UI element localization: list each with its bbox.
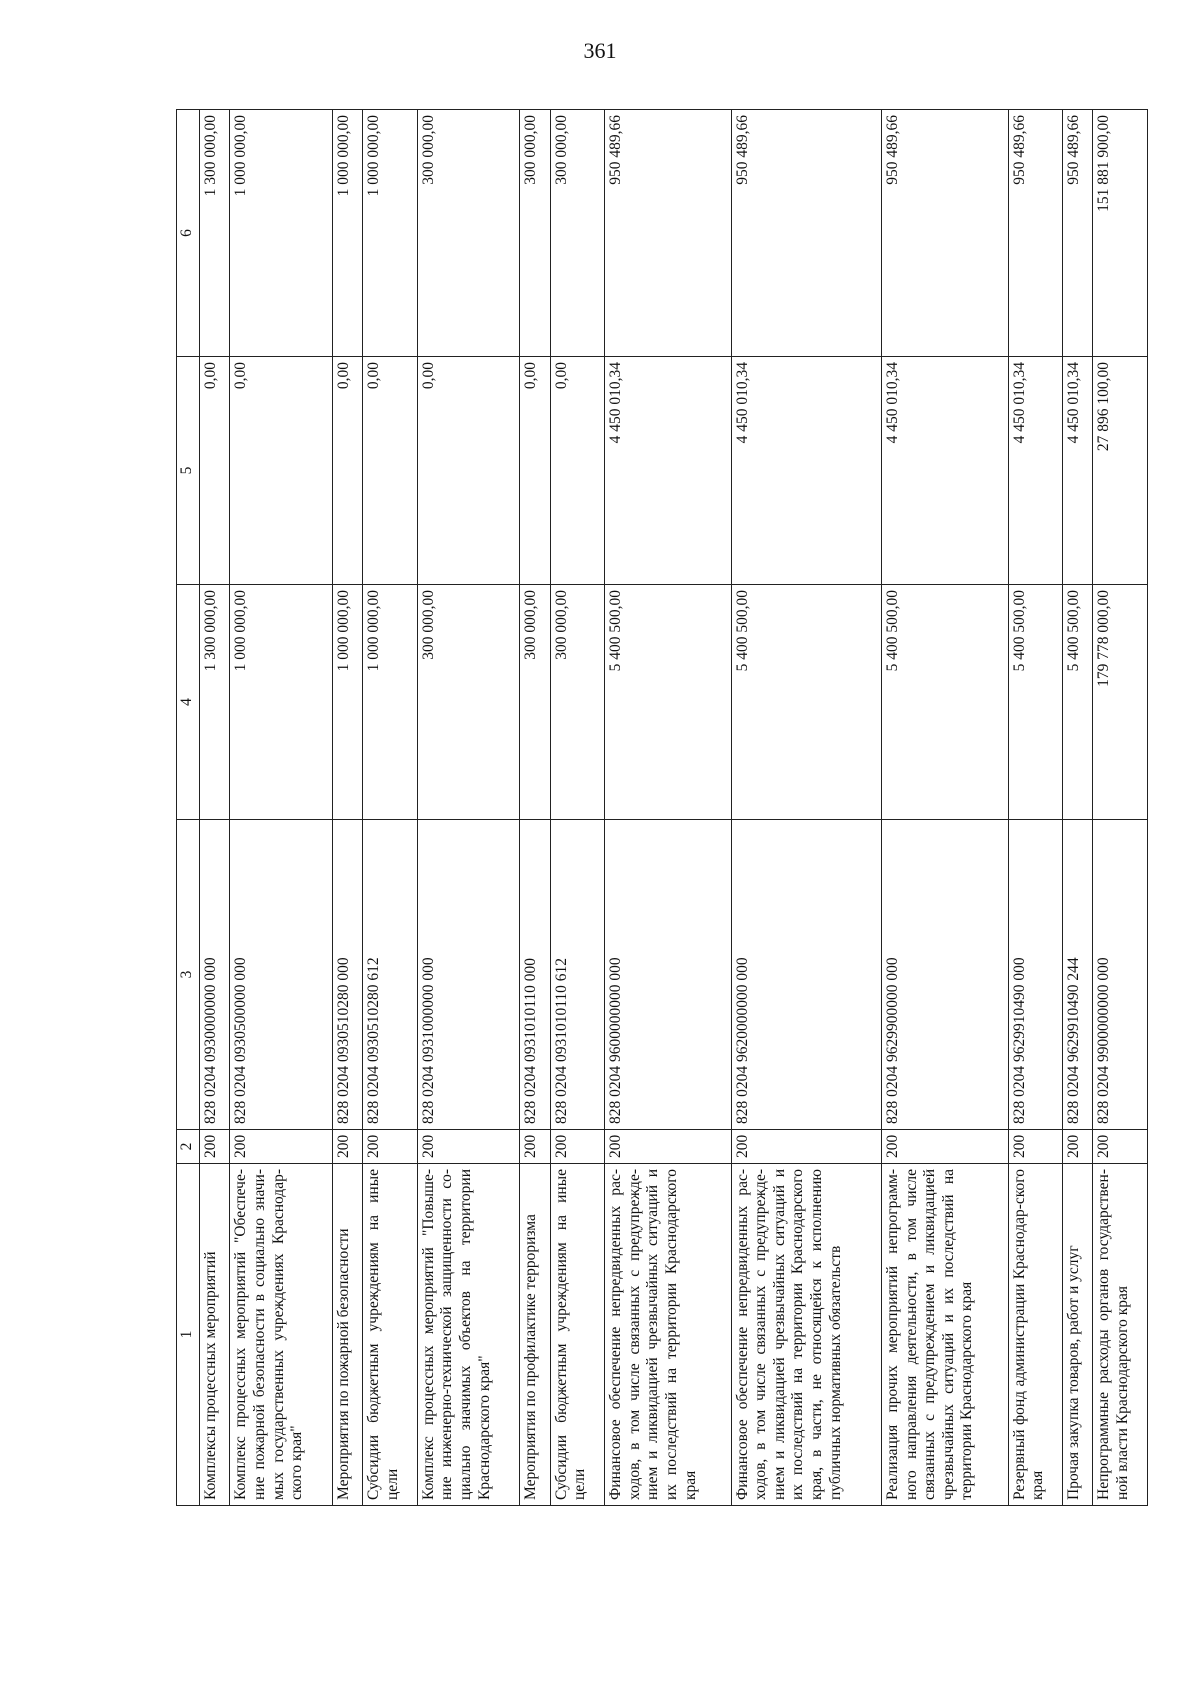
- row-code3-cell: 828 0204 9900000000 000: [1093, 820, 1148, 1130]
- row-code3-cell: 828 0204 9600000000 000: [605, 820, 731, 1130]
- row-code3-cell: 828 0204 0930000000 000: [200, 820, 230, 1130]
- rotated-table-container: [176, 110, 1148, 1506]
- row-col5-cell: 4 450 010,34: [882, 357, 1008, 585]
- header-col-2: 2: [177, 1130, 200, 1164]
- row-code3-cell: 828 0204 9629900000 000: [882, 820, 1008, 1130]
- table-row: [332, 110, 362, 1506]
- table-body: [200, 110, 1148, 1506]
- header-col-3: 3: [177, 820, 200, 1130]
- row-code2-cell: 200: [605, 1130, 731, 1164]
- budget-table: [176, 109, 1148, 1506]
- page-number: 361: [583, 38, 617, 63]
- row-col5-cell: 4 450 010,34: [731, 357, 881, 585]
- row-col4-cell: 1 000 000,00: [363, 585, 417, 820]
- row-col4-cell: 5 400 500,00: [605, 585, 731, 820]
- row-name-cell: Финансовое обеспечение непредвиденных рас-ходов, в том числе связанных с предупрежде-нием и ликвидацией чрезвычайных ситуаций и их последствий на территории Краснодарского края, в части, не относящейся к исполнению публичных нормативных обязательств: [731, 1164, 881, 1506]
- table-row: [200, 110, 230, 1506]
- row-col6-cell: 950 489,66: [605, 110, 731, 357]
- row-col6-cell: 950 489,66: [731, 110, 881, 357]
- row-name-cell: Реализация прочих мероприятий непрограмм-ного направления деятельности, в том числе связанных с предупреждением и ликвидацией чрезвычайных ситуаций и их последствий на территории Краснодарского края: [882, 1164, 1008, 1506]
- row-code3-cell: 828 0204 0931010110 612: [550, 820, 604, 1130]
- header-col-5: 5: [177, 357, 200, 585]
- table-row: [605, 110, 731, 1506]
- row-name-cell: Мероприятия по профилактике терроризма: [520, 1164, 550, 1506]
- row-code3-cell: 828 0204 0930510280 000: [332, 820, 362, 1130]
- row-code2-cell: 200: [731, 1130, 881, 1164]
- row-code2-cell: 200: [230, 1130, 332, 1164]
- table-row: [230, 110, 332, 1506]
- row-col5-cell: 4 450 010,34: [1063, 357, 1093, 585]
- row-code3-cell: 828 0204 0931010110 000: [520, 820, 550, 1130]
- header-col-1: 1: [177, 1164, 200, 1506]
- row-col4-cell: 1 000 000,00: [230, 585, 332, 820]
- row-name-cell: Финансовое обеспечение непредвиденных рас-ходов, в том числе связанных с предупрежде-нием и ликвидацией чрезвычайных ситуаций и их последствий на территории Краснодарского края: [605, 1164, 731, 1506]
- row-col6-cell: 950 489,66: [1063, 110, 1093, 357]
- table-row: [520, 110, 550, 1506]
- row-col6-cell: 1 000 000,00: [332, 110, 362, 357]
- row-code2-cell: 200: [200, 1130, 230, 1164]
- row-col4-cell: 1 300 000,00: [200, 585, 230, 820]
- row-col4-cell: 1 000 000,00: [332, 585, 362, 820]
- table-row: [1008, 110, 1062, 1506]
- row-name-cell: Прочая закупка товаров, работ и услуг: [1063, 1164, 1093, 1506]
- row-code2-cell: 200: [1063, 1130, 1093, 1164]
- row-col5-cell: 4 450 010,34: [1008, 357, 1062, 585]
- row-code2-cell: 200: [417, 1130, 519, 1164]
- header-row: [177, 110, 200, 1506]
- row-code2-cell: 200: [882, 1130, 1008, 1164]
- row-col5-cell: 0,00: [200, 357, 230, 585]
- row-col5-cell: 27 896 100,00: [1093, 357, 1148, 585]
- row-code3-cell: 828 0204 0930500000 000: [230, 820, 332, 1130]
- table-row: [882, 110, 1008, 1506]
- row-col6-cell: 300 000,00: [550, 110, 604, 357]
- header-col-4: 4: [177, 585, 200, 820]
- table-row: [363, 110, 417, 1506]
- table-frame: [176, 110, 1148, 1506]
- table-row: [1063, 110, 1093, 1506]
- row-col5-cell: 0,00: [363, 357, 417, 585]
- header-col-6: 6: [177, 110, 200, 357]
- row-code3-cell: 828 0204 0930510280 612: [363, 820, 417, 1130]
- table-row: [1093, 110, 1148, 1506]
- row-code2-cell: 200: [332, 1130, 362, 1164]
- row-name-cell: Субсидии бюджетным учреждениям на иные цели: [363, 1164, 417, 1506]
- row-col5-cell: 4 450 010,34: [605, 357, 731, 585]
- row-code2-cell: 200: [1008, 1130, 1062, 1164]
- row-col4-cell: 300 000,00: [520, 585, 550, 820]
- table-row: [550, 110, 604, 1506]
- row-col5-cell: 0,00: [332, 357, 362, 585]
- row-col5-cell: 0,00: [230, 357, 332, 585]
- row-code2-cell: 200: [520, 1130, 550, 1164]
- table-row: [731, 110, 881, 1506]
- table-row: [417, 110, 519, 1506]
- row-code2-cell: 200: [363, 1130, 417, 1164]
- row-name-cell: Субсидии бюджетным учреждениям на иные цели: [550, 1164, 604, 1506]
- row-name-cell: Комплекс процессных мероприятий "Обеспече-ние пожарной безопасности в социально значи-мых государственных учреждениях Краснодар-ского края": [230, 1164, 332, 1506]
- row-code2-cell: 200: [1093, 1130, 1148, 1164]
- row-col6-cell: 1 000 000,00: [230, 110, 332, 357]
- row-col4-cell: 5 400 500,00: [731, 585, 881, 820]
- row-name-cell: Мероприятия по пожарной безопасности: [332, 1164, 362, 1506]
- row-name-cell: Резервный фонд администрации Краснодар-ского края: [1008, 1164, 1062, 1506]
- row-name-cell: Непрограммные расходы органов государствен-ной власти Краснодарского края: [1093, 1164, 1148, 1506]
- row-col4-cell: 5 400 500,00: [1008, 585, 1062, 820]
- row-col4-cell: 5 400 500,00: [882, 585, 1008, 820]
- row-col6-cell: 300 000,00: [520, 110, 550, 357]
- row-code3-cell: 828 0204 0931000000 000: [417, 820, 519, 1130]
- row-code3-cell: 828 0204 9629910490 000: [1008, 820, 1062, 1130]
- row-col6-cell: 151 881 900,00: [1093, 110, 1148, 357]
- row-col5-cell: 0,00: [520, 357, 550, 585]
- row-col5-cell: 0,00: [417, 357, 519, 585]
- row-col4-cell: 179 778 000,00: [1093, 585, 1148, 820]
- row-col6-cell: 1 000 000,00: [363, 110, 417, 357]
- row-code3-cell: 828 0204 9629910490 244: [1063, 820, 1093, 1130]
- row-name-cell: Комплекс процессных мероприятий "Повыше-ние инженерно-технической защищенности со-циально значимых объектов на территории Краснодарского края": [417, 1164, 519, 1506]
- row-col5-cell: 0,00: [550, 357, 604, 585]
- row-code3-cell: 828 0204 9620000000 000: [731, 820, 881, 1130]
- row-col4-cell: 5 400 500,00: [1063, 585, 1093, 820]
- row-col6-cell: 950 489,66: [882, 110, 1008, 357]
- row-col6-cell: 300 000,00: [417, 110, 519, 357]
- row-col6-cell: 950 489,66: [1008, 110, 1062, 357]
- row-col4-cell: 300 000,00: [550, 585, 604, 820]
- row-col6-cell: 1 300 000,00: [200, 110, 230, 357]
- row-code2-cell: 200: [550, 1130, 604, 1164]
- row-col4-cell: 300 000,00: [417, 585, 519, 820]
- row-name-cell: Комплексы процессных мероприятий: [200, 1164, 230, 1506]
